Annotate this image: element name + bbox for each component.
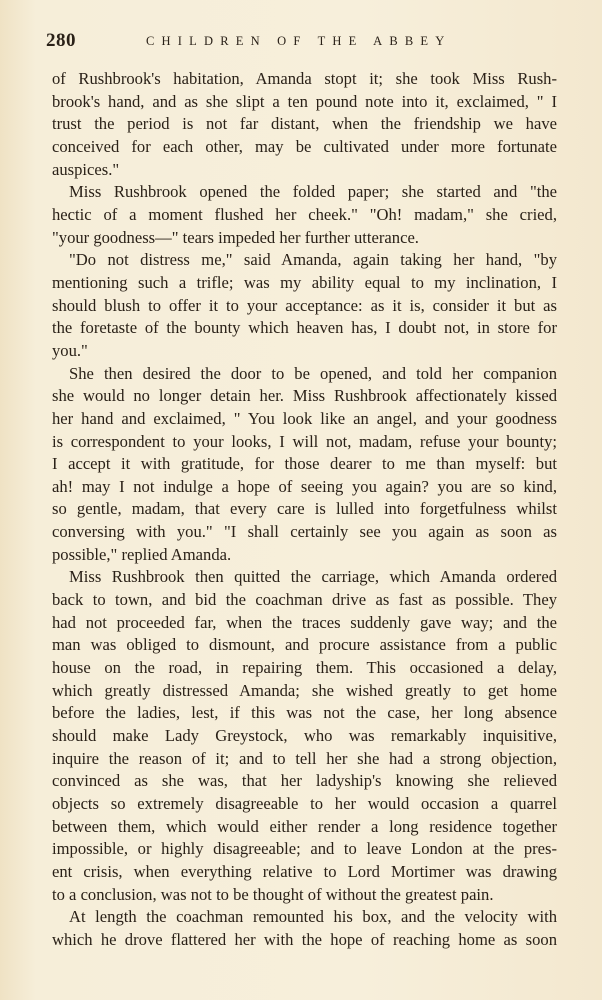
text-line: trust the period is not far distant, when the friendship we have	[52, 114, 557, 134]
body-text	[52, 68, 557, 952]
text-line: impossible, or highly disagreeable; and to leave London at the pres-	[52, 839, 557, 859]
text-line: the foretaste of the bounty which heaven has, I doubt not, in store for	[52, 318, 557, 338]
page-number: 280	[46, 30, 76, 51]
text-line: Miss Rushbrook opened the folded paper; she started and "the	[69, 182, 557, 202]
text-line: is correspondent to your looks, I will not, madam, refuse your bounty;	[52, 431, 557, 451]
text-line: which greatly distressed Amanda; she wished greatly to get home	[52, 680, 557, 700]
text-line: back to town, and bid the coachman drive as fast as possible. They	[52, 590, 557, 610]
text-line: to a conclusion, was not to be thought of without the greatest pain.	[52, 884, 494, 904]
text-line: between them, which would either render a long residence together	[52, 816, 557, 836]
text-line: brook's hand, and as she slipt a ten pound note into it, exclaimed, " I	[52, 91, 557, 111]
text-line: you."	[52, 340, 88, 360]
text-line: should blush to offer it to your acceptance: as it is, consider it but as	[52, 295, 557, 315]
text-line: Miss Rushbrook then quitted the carriage, which Amanda ordered	[69, 567, 557, 587]
text-line: so gentle, madam, that every care is lulled into forgetfulness whilst	[52, 499, 557, 519]
text-line: should make Lady Greystock, who was remarkably inquisitive,	[52, 726, 557, 746]
text-line: man was obliged to dismount, and procure assistance from a public	[52, 635, 557, 655]
page-header	[46, 30, 552, 54]
running-head: CHILDREN OF THE ABBEY	[146, 34, 452, 48]
text-line: conceived for each other, may be cultivated under more fortunate	[52, 136, 557, 156]
text-line: hectic of a moment flushed her cheek." "Oh! madam," she cried,	[52, 204, 557, 224]
text-line: mentioning such a trifle; was my ability equal to my inclination, I	[52, 272, 557, 292]
text-line: inquire the reason of it; and to tell her she had a strong objection,	[52, 748, 557, 768]
text-line: convinced as she was, that her ladyship's knowing she relieved	[52, 771, 557, 791]
text-line: "your goodness—" tears impeded her further utterance.	[52, 227, 419, 247]
text-line: objects so extremely disagreeable to her would occasion a quarrel	[52, 794, 557, 813]
text-line: had not proceeded far, when the traces suddenly gave way; and the	[52, 612, 557, 632]
text-line: conversing with you." "I shall certainly see you again as soon as	[52, 522, 557, 542]
text-line: possible," replied Amanda.	[52, 544, 232, 564]
text-line: which he drove flattered her with the hope of reaching home as soon	[52, 929, 557, 949]
text-line: auspices."	[52, 159, 120, 179]
text-line: before the ladies, lest, if this was not the case, her long absence	[52, 703, 557, 723]
text-line: At length the coachman remounted his box, and the velocity with	[69, 907, 557, 927]
text-line: house on the road, in repairing them. This occasioned a delay,	[52, 658, 557, 678]
text-line: I accept it with gratitude, for those dearer to me than myself: but	[52, 454, 557, 474]
text-line: her hand and exclaimed, " You look like an angel, and your goodness	[52, 408, 557, 428]
text-line: ah! may I not indulge a hope of seeing you again? you are so kind,	[52, 476, 557, 496]
text-line: of Rushbrook's habitation, Amanda stopt it; she took Miss Rush-	[52, 69, 557, 88]
text-line: ent crisis, when everything relative to Lord Mortimer was drawing	[52, 861, 557, 881]
text-line: "Do not distress me," said Amanda, again taking her hand, "by	[69, 250, 557, 270]
text-line: she would no longer detain her. Miss Rushbrook affectionately kissed	[52, 386, 557, 406]
text-line: She then desired the door to be opened, and told her companion	[69, 363, 557, 383]
